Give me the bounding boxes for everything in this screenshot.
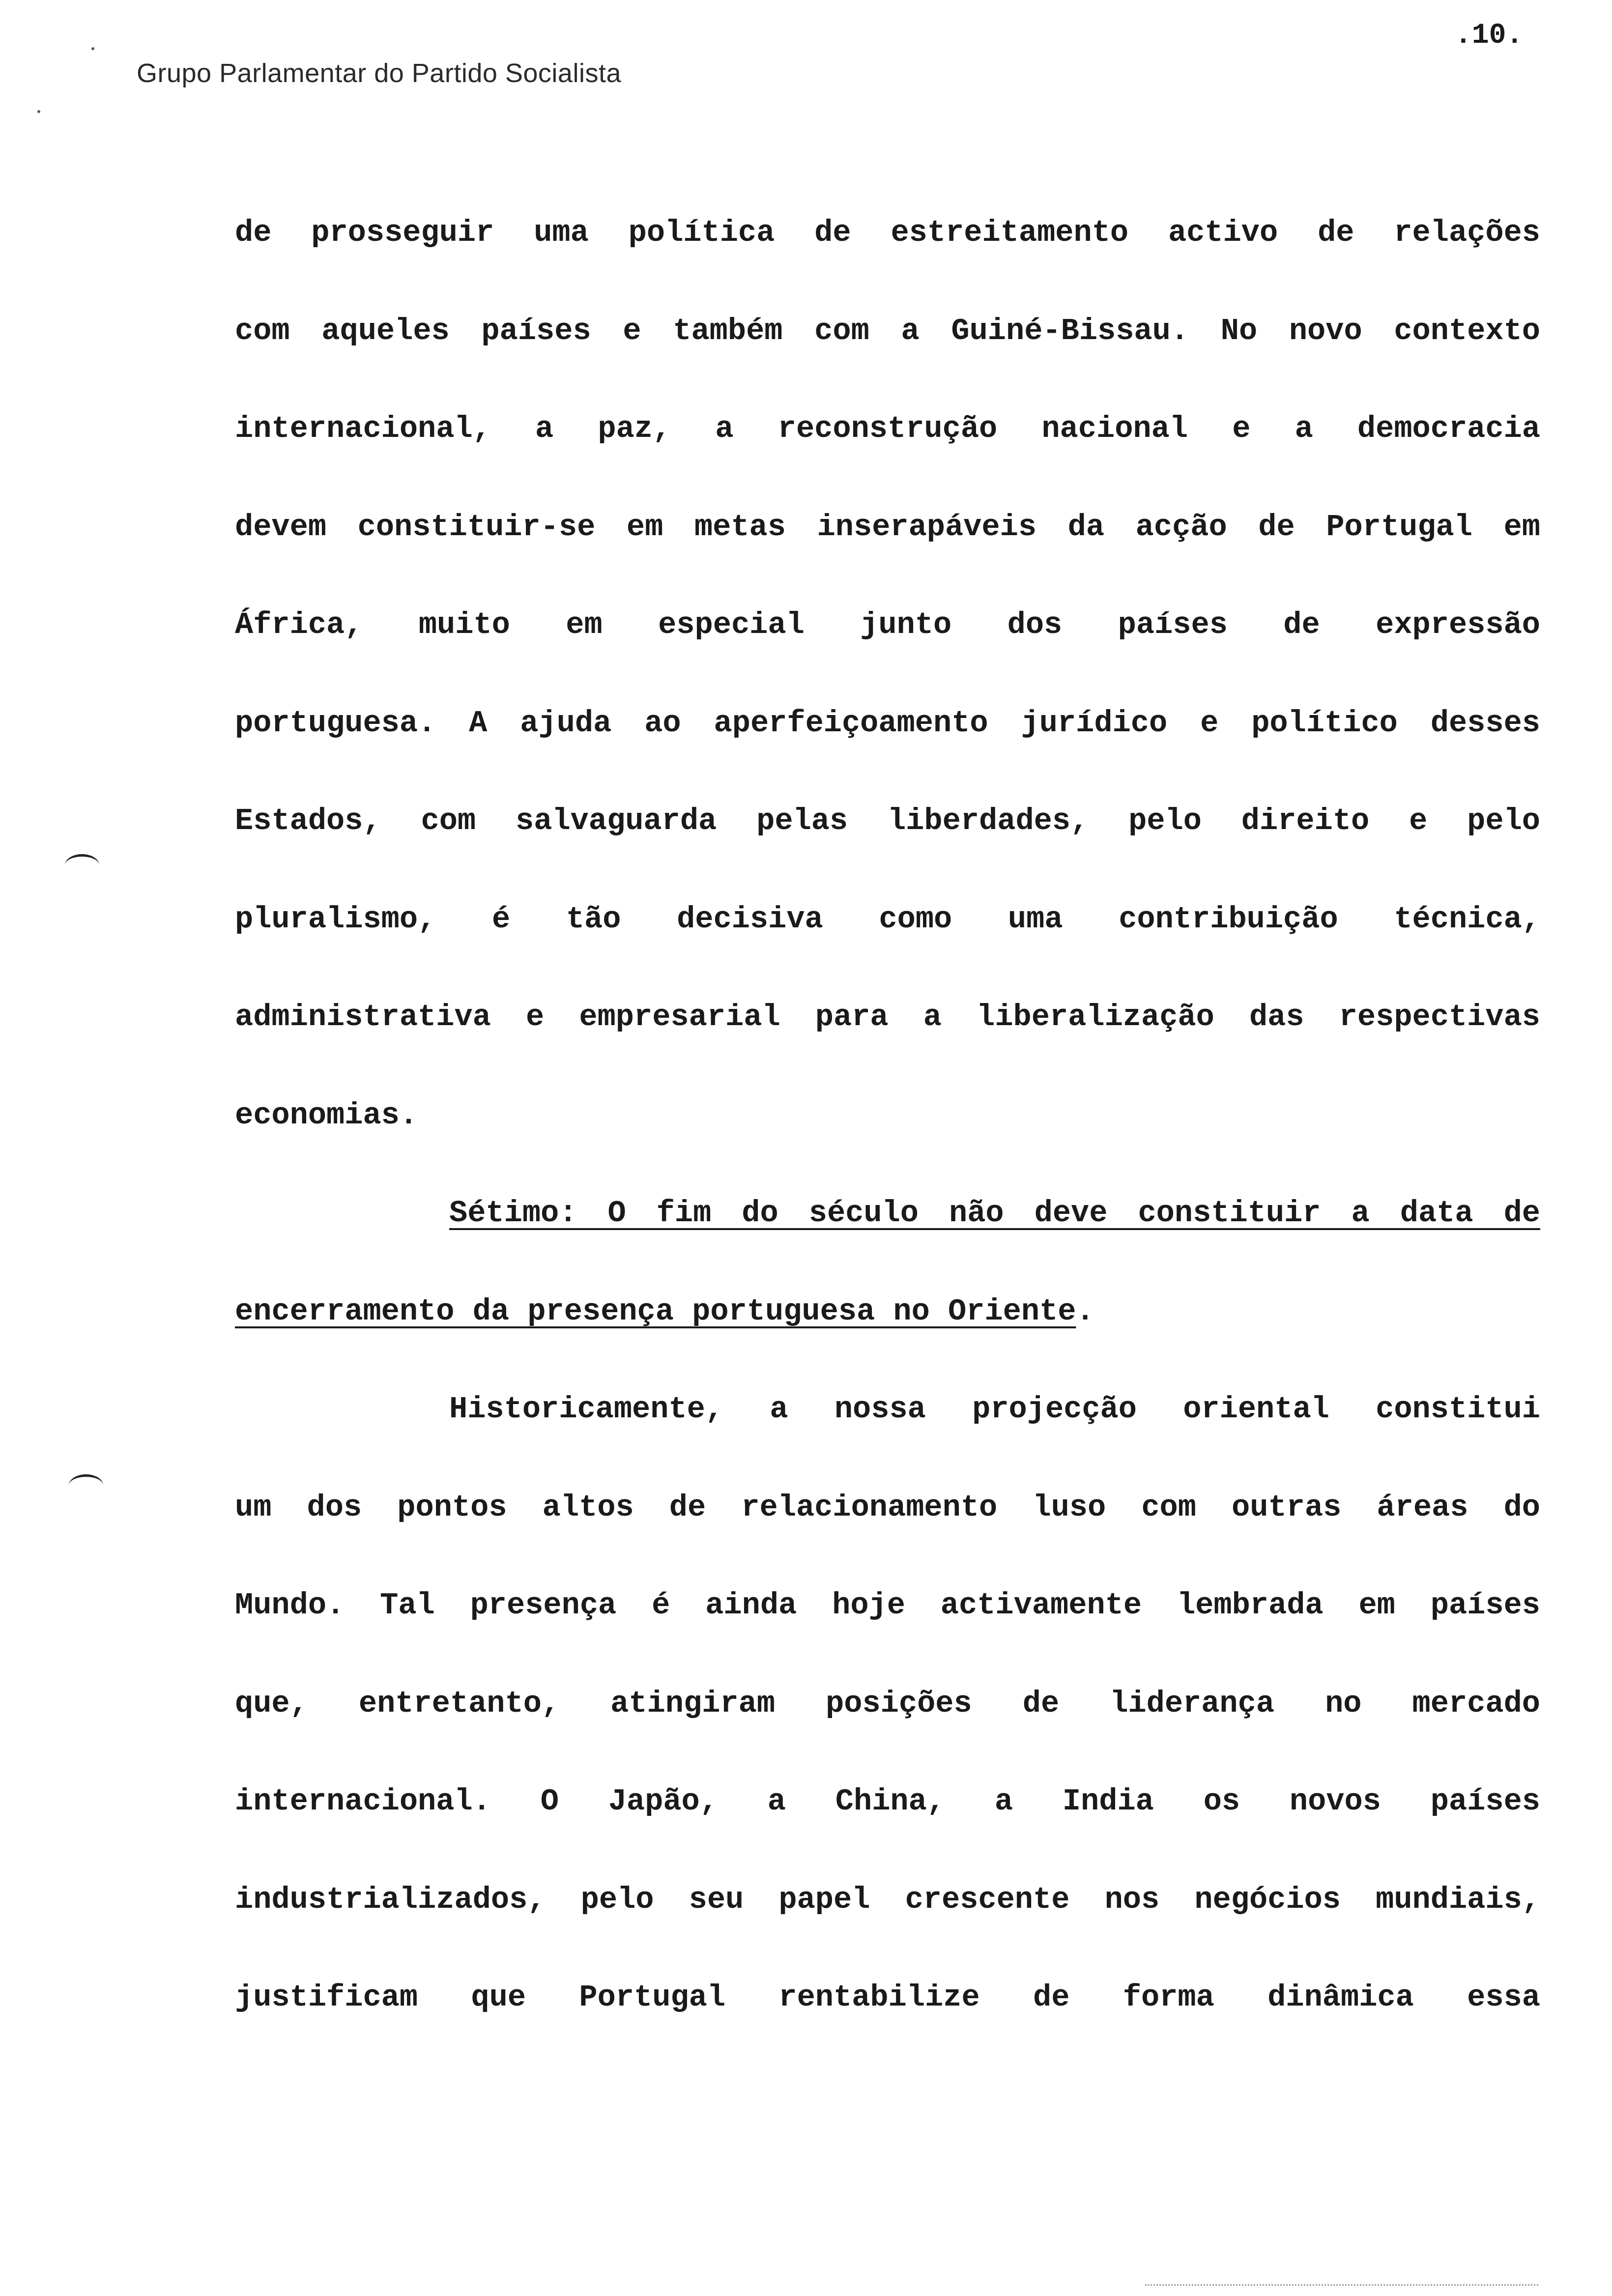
- text-line: devem constituir-se em metas inserapáveis da acção de Portugal em: [235, 509, 1540, 545]
- section-heading-line: [235, 1184, 1540, 1282]
- text-line: que, entretanto, atingiram posições de liderança no mercado: [235, 1686, 1540, 1721]
- text-line: portuguesa. A ajuda ao aperfeiçoamento jurídico e político desses: [235, 705, 1540, 741]
- document-body: [235, 203, 1540, 2066]
- binder-hole-mark: [69, 1474, 103, 1496]
- text-line: Estados, com salvaguarda pelas liberdades, pelo direito e pelo: [235, 804, 1540, 838]
- section-heading-text: encerramento da presença portuguesa no Oriente: [235, 1293, 1076, 1329]
- text-line: de prosseguir uma política de estreitamento activo de relações: [235, 215, 1540, 250]
- text-line: África, muito em especial junto dos países de expressão: [235, 607, 1540, 642]
- text-line: um dos pontos altos de relacionamento luso com outras áreas do: [235, 1490, 1540, 1525]
- text-line: internacional. O Japão, a China, a India os novos países: [235, 1784, 1540, 1819]
- text-line: administrativa e empresarial para a liberalização das respectivas: [235, 1000, 1540, 1034]
- text-line: com aqueles países e também com a Guiné-Bissau. No novo contexto: [235, 313, 1540, 348]
- binder-hole-mark: [65, 854, 99, 876]
- section-heading-text: Sétimo: O fim do século não deve constituir a data de: [449, 1196, 1540, 1231]
- scan-edge-line: [1145, 2284, 1538, 2287]
- section-heading-line: [235, 1282, 1540, 1380]
- text-line: internacional, a paz, a reconstrução nacional e a democracia: [235, 411, 1540, 446]
- text-line: justificam que Portugal rentabilize de forma dinâmica essa: [235, 1980, 1540, 2015]
- text-line: economias.: [235, 1097, 418, 1133]
- page-number: .10.: [1455, 20, 1524, 52]
- text-line: pluralismo, é tão decisiva como uma contribuição técnica,: [235, 901, 1540, 937]
- text-line: Historicamente, a nossa projecção oriental constitui: [449, 1392, 1540, 1427]
- scan-speck: [91, 47, 94, 50]
- section-heading-period: .: [1076, 1293, 1094, 1329]
- text-line: industrializados, pelo seu papel crescente nos negócios mundiais,: [235, 1882, 1540, 1917]
- text-line: Mundo. Tal presença é ainda hoje activamente lembrada em países: [235, 1588, 1540, 1623]
- document-header-organization: Grupo Parlamentar do Partido Socialista: [137, 58, 621, 88]
- scan-speck: [37, 110, 40, 113]
